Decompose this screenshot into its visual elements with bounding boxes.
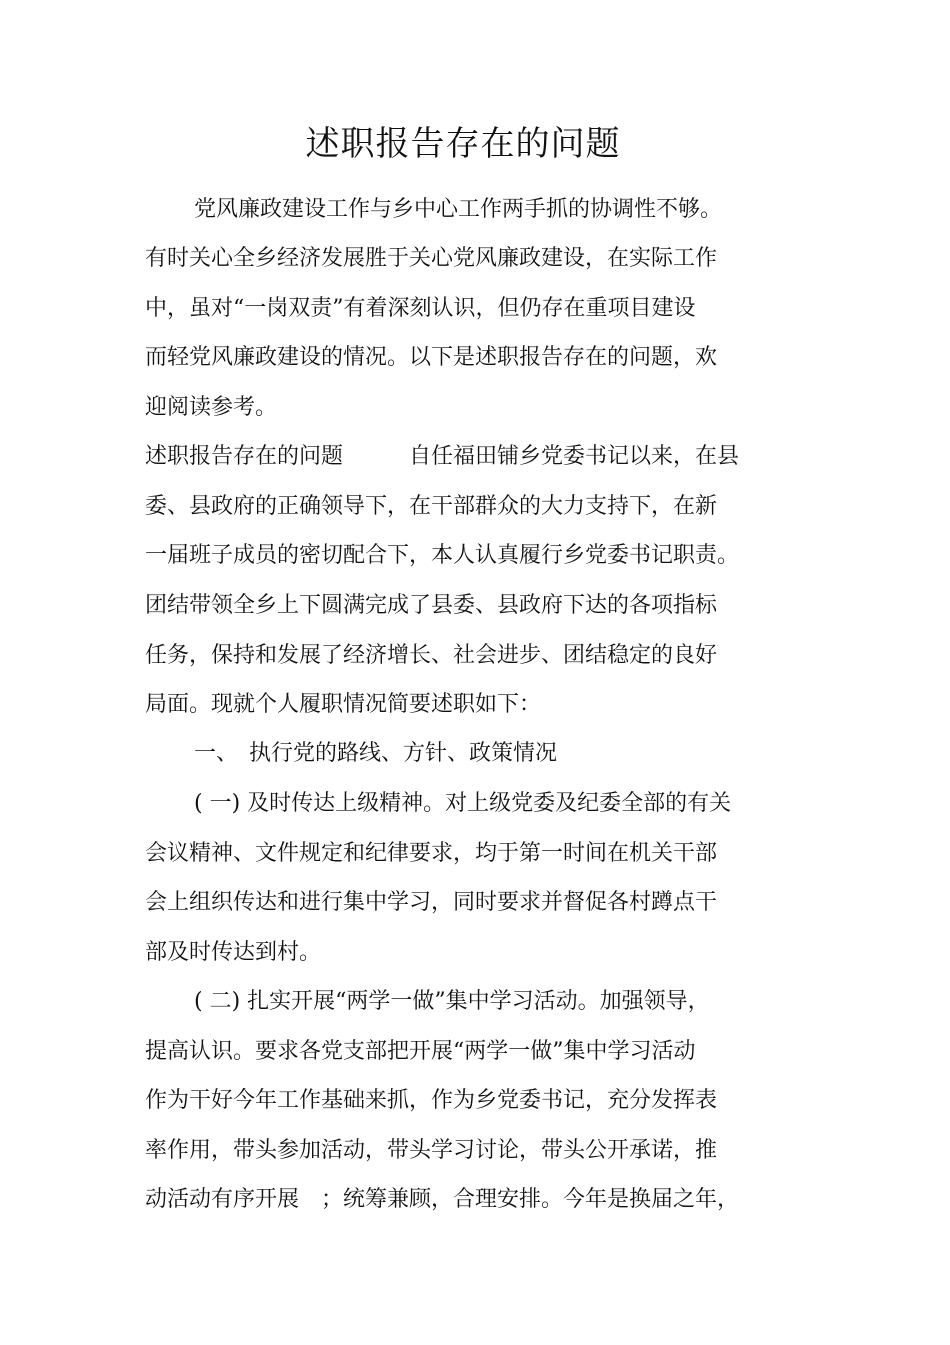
- document-title: 述职报告存在的问题: [305, 124, 621, 164]
- text-line: ( 一) 及时传达上级精神。对上级党委及纪委全部的有关: [194, 791, 732, 816]
- text-line: 会上组织传达和进行集中学习，同时要求并督促各村蹲点干: [145, 890, 718, 915]
- text-line: 局面。现就个人履职情况简要述职如下：: [145, 692, 542, 717]
- text-line: 作为干好今年工作基础来抓，作为乡党委书记，充分发挥表: [145, 1088, 718, 1113]
- text-line: 率作用，带头参加活动，带头学习讨论，带头公开承诺，推: [145, 1138, 718, 1163]
- text-line: 动活动有序开展 ；统筹兼顾，合理安排。今年是换届之年，: [145, 1187, 740, 1212]
- text-line: 部及时传达到村。: [145, 940, 322, 965]
- text-line: 提高认识。要求各党支部把开展“两学一做”集中学习活动: [145, 1039, 696, 1064]
- section-heading: 一、 执行党的路线、方针、政策情况: [194, 741, 558, 766]
- text-line: 有时关心全乡经济发展胜于关心党风廉政建设，在实际工作: [145, 246, 718, 271]
- text-line: 述职报告存在的问题 自任福田铺乡党委书记以来，在县: [145, 444, 740, 469]
- text-line: 团结带领全乡上下圆满完成了县委、县政府下达的各项指标: [145, 593, 718, 618]
- text-line: 一届班子成员的密切配合下，本人认真履行乡党委书记职责。: [145, 543, 740, 568]
- text-line: 党风廉政建设工作与乡中心工作两手抓的协调性不够。: [194, 197, 723, 222]
- text-line: 迎阅读参考。: [145, 395, 278, 420]
- text-line: 任务，保持和发展了经济增长、社会进步、团结稳定的良好: [145, 643, 718, 668]
- text-line: 而轻党风廉政建设的情况。以下是述职报告存在的问题，欢: [145, 345, 718, 370]
- text-line: 委、县政府的正确领导下，在干部群众的大力支持下，在新: [145, 494, 718, 519]
- text-line: 会议精神、文件规定和纪律要求，均于第一时间在机关干部: [145, 841, 718, 866]
- text-line: 中，虽对“一岗双责”有着深刻认识，但仍存在重项目建设: [145, 296, 696, 321]
- text-line: ( 二) 扎实开展“两学一做”集中学习活动。加强领导，: [194, 989, 710, 1014]
